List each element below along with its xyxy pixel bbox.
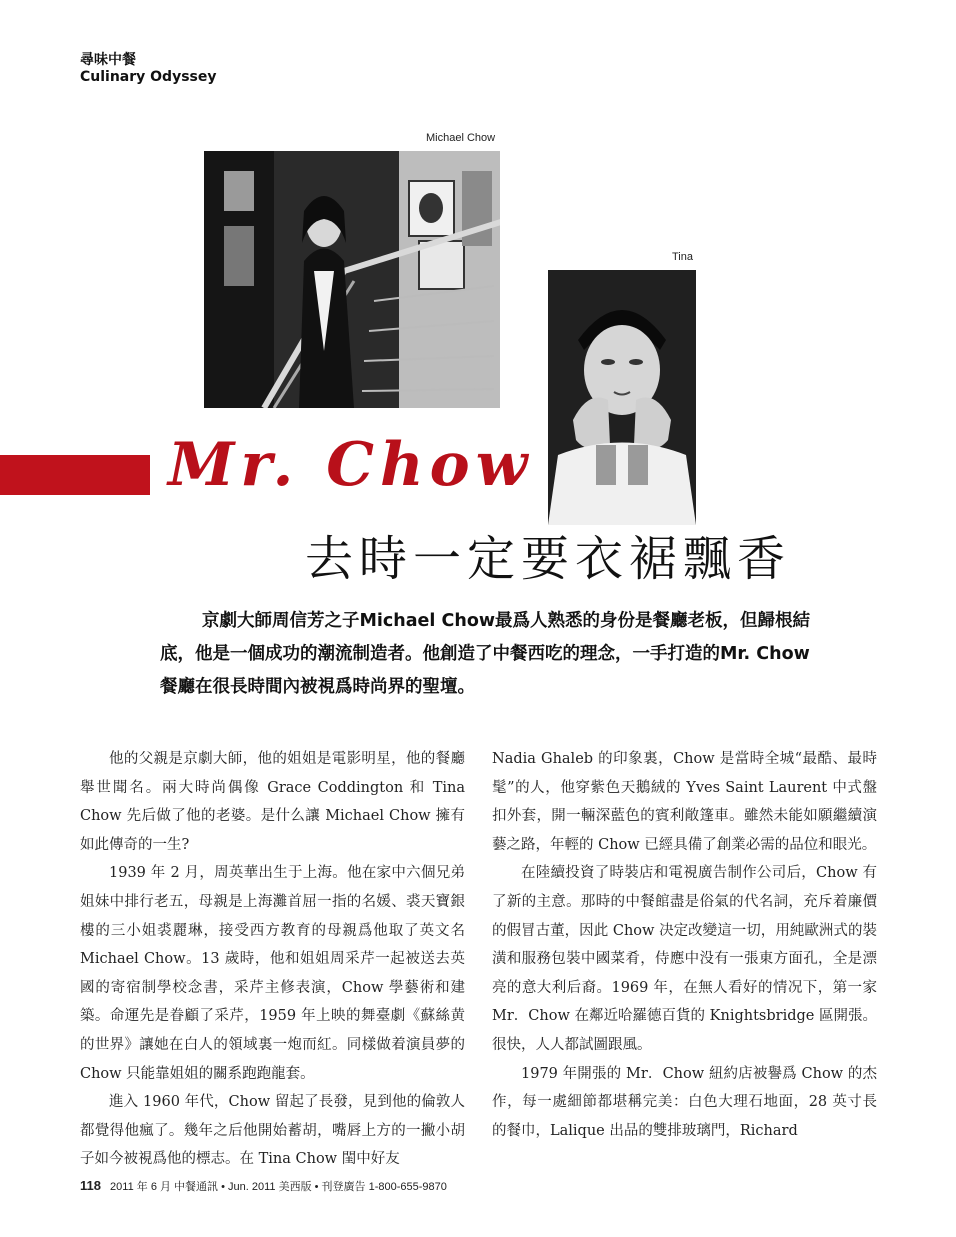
body-paragraph: 進入 1960 年代，Chow 留起了長發，見到他的倫敦人都覺得他瘋了。幾年之后他開始蓄胡，嘴唇上方的一撇小胡子如今被視爲他的標志。在 Tina Chow 閨中好友 [80, 1094, 465, 1168]
body-column-right [492, 745, 877, 1145]
michael-chow-photo [204, 151, 500, 408]
article-title-zh: 去時一定要衣裾飄香 [305, 531, 792, 587]
body-paragraph: 在陸續投資了時裝店和電視廣告制作公司后，Chow 有了新的主意。那時的中餐館盡是俗氣的代名詞，充斥着廉價的假冒古董，因此 Chow 决定改變這一切，用純歐洲式的裝潢和服務包裝中國菜肴，侍應中没有一張東方面孔，全是漂亮的意大利后裔。1969 年，在無人看好的情况下，第一家 Mr．Chow 在鄰近哈羅德百貨的 Knightsbridge 區開張。很快，人人都試圖跟風。 [492, 865, 877, 1053]
page-number: 118 [80, 1178, 101, 1193]
title-accent-bar [0, 455, 150, 495]
body-paragraph-continued: Nadia Ghaleb 的印象裏，Chow 是當時全城“最酷、最時髦”的人，他穿紫色天鵝絨的 Yves Saint Laurent 中式盤扣外套，開一輛深藍色的賓利敞篷車。雖然未能如願繼續演藝之路，年輕的 Chow 已經具備了創業必需的品位和眼光。 [492, 751, 877, 853]
tina-photo-art [548, 270, 696, 525]
section-title-zh: 尋味中餐 [80, 52, 136, 68]
section-header [80, 52, 217, 86]
section-title-en: Culinary Odyssey [80, 69, 217, 85]
footer-publication-info: 2011 年 6 月 中餐通訊 • Jun. 2011 美西版 • 刊登廣告 1-800-655-9870 [110, 1181, 447, 1193]
article-lede: 京劇大師周信芳之子Michael Chow最爲人熟悉的身份是餐廳老板，但歸根結底，他是一個成功的潮流制造者。他創造了中餐西吃的理念，一手打造的Mr. Chow餐廳在很長時間內被視爲時尚界的聖壇。 [160, 611, 811, 697]
article-title-en: Mr. Chow [168, 430, 534, 500]
tina-photo-caption: Tina [672, 251, 693, 263]
body-paragraph: 1939 年 2 月，周英華出生于上海。他在家中六個兄弟姐妹中排行老五，母親是上海灘首屈一指的名媛、裘天寶銀樓的三小姐裘麗琳，接受西方教育的母親爲他取了英文名 Michael Chow。13 歲時，他和姐姐周采芹一起被送去英國的寄宿制學校念書，采芹主修表演，Chow 學藝術和建築。命運先是眷顧了采芹，1959 年上映的舞臺劇《蘇絲黄的世界》讓她在白人的領域裏一炮而紅。同樣做着演員夢的 Chow 只能靠姐姐的關系跑跑龍套。 [80, 865, 465, 1082]
michael-chow-photo-art [204, 151, 500, 408]
body-paragraph: 1979 年開張的 Mr．Chow 紐約店被譽爲 Chow 的杰作，每一處細節都堪稱完美：白色大理石地面，28 英寸長的餐巾，Lalique 出品的雙排玻璃門，Richard [492, 1065, 877, 1139]
body-column-left [80, 745, 465, 1174]
body-paragraph: 他的父親是京劇大師，他的姐姐是電影明星，他的餐廳舉世聞名。兩大時尚偶像 Grace Coddington 和 Tina Chow 先后做了他的老婆。是什么讓 Michael Chow 擁有如此傳奇的一生? [80, 751, 465, 853]
tina-photo [548, 270, 696, 525]
michael-photo-caption: Michael Chow [426, 132, 496, 144]
page-footer [80, 1178, 447, 1194]
